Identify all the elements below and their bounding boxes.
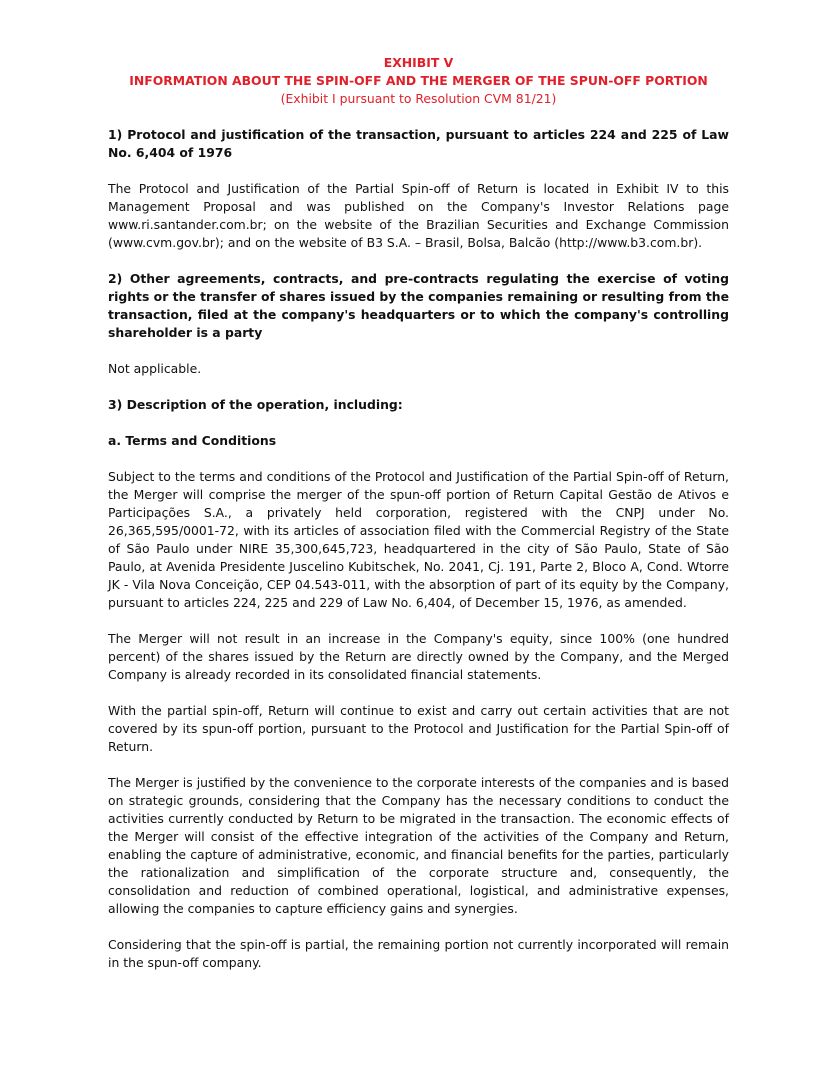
paragraph: The Merger is justified by the convenience to the corporate interests of the companies and is based on strategic grounds, considering that the Company has the necessary conditions to conduct the activities currently conducted by Return to be migrated in the transaction. The economic effects of the Merger will consist of the effective integration of the activities of the Company and Return, enabling the capture of administrative, economic, and financial benefits for the parties, particularly the rationalization and simplification of the corporate structure and, consequently, the consolidation and reduction of combined operational, logistical, and administrative expenses, allowing the companies to capture efficiency gains and synergies. — [108, 775, 729, 916]
section-1-heading: 1) Protocol and justification of the transaction, pursuant to articles 224 and 225 of Law No. 6,404 of 1976 — [108, 127, 729, 160]
paragraph: With the partial spin-off, Return will continue to exist and carry out certain activities that are not covered by its spun-off portion, pursuant to the Protocol and Justification for the Partial Spin-off of Return. — [108, 703, 729, 754]
section-2-body: Not applicable. — [108, 361, 202, 376]
section-3a-heading: a. Terms and Conditions — [108, 433, 277, 448]
section-2-heading: 2) Other agreements, contracts, and pre-contracts regulating the exercise of voting rights or the transfer of shares issued by the companies remaining or resulting from the transaction, filed at the company's headquarters or to which the company's controlling shareholder is a party — [108, 271, 729, 340]
paragraph: Subject to the terms and conditions of the Protocol and Justification of the Partial Spin-off of Return, the Merger will comprise the merger of the spun-off portion of Return Capital Gestão de Ativos e Participações S.A., a privately held corporation, registered with the CNPJ under No. 26,365,595/0001-72, with its articles of association filed with the Commercial Registry of the State of São Paulo under NIRE 35,300,645,723, headquartered in the city of São Paulo, State of São Paulo, at Avenida Presidente Juscelino Kubitschek, No. 2041, Cj. 191, Parte 2, Bloco A, Cond. Wtorre JK - Vila Nova Conceição, CEP 04.543-011, with the absorption of part of its equity by the Company, pursuant to articles 224, 225 and 229 of Law No. 6,404, of December 15, 1976, as amended. — [108, 469, 729, 610]
paragraph: Considering that the spin-off is partial, the remaining portion not currently incorporated will remain in the spun-off company. — [108, 937, 729, 970]
paragraph: The Merger will not result in an increase in the Company's equity, since 100% (one hundred percent) of the shares issued by the Return are directly owned by the Company, and the Merged Company is already recorded in its consolidated financial statements. — [108, 631, 729, 682]
document-page — [108, 54, 729, 990]
exhibit-label: EXHIBIT V — [383, 55, 454, 70]
document-subtitle: (Exhibit I pursuant to Resolution CVM 81/21) — [280, 91, 557, 106]
section-1-body: The Protocol and Justification of the Partial Spin-off of Return is located in Exhibit IV to this Management Proposal and was published on the Company's Investor Relations page www.ri.santander.com.br; on the website of the Brazilian Securities and Exchange Commission (www.cvm.gov.br); and on the website of B3 S.A. – Brasil, Bolsa, Balcão (http://www.b3.com.br). — [108, 181, 729, 250]
section-3-heading: 3) Description of the operation, including: — [108, 397, 403, 412]
document-title: INFORMATION ABOUT THE SPIN-OFF AND THE MERGER OF THE SPUN-OFF PORTION — [129, 73, 708, 88]
